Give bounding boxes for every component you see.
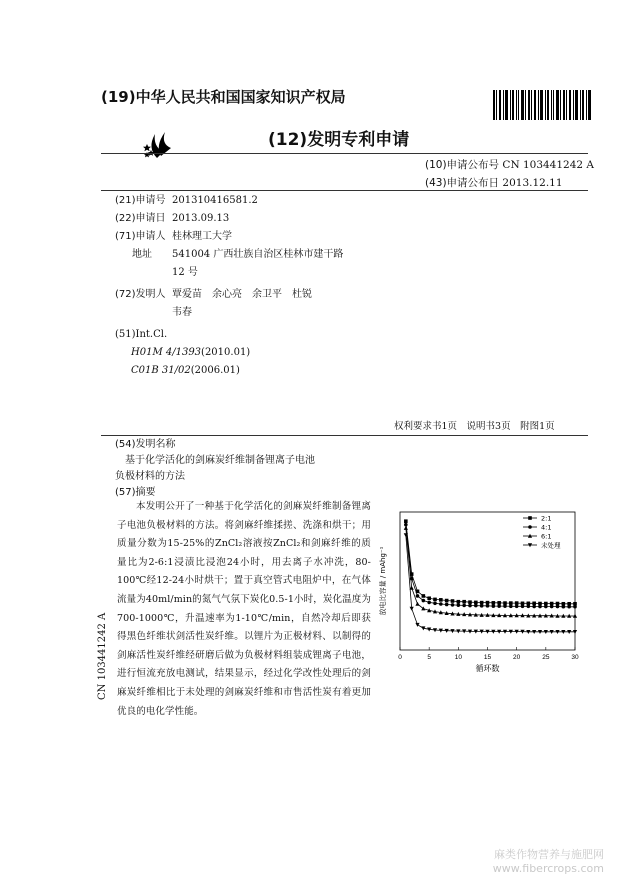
data-point-series-2	[509, 605, 513, 609]
inventors-line1: 覃爱苗 余心亮 余卫平 杜锐	[172, 289, 312, 300]
barcode	[493, 90, 591, 120]
data-point-series-1	[515, 601, 519, 605]
data-point-series-4	[410, 607, 414, 611]
data-point-series-2	[573, 605, 577, 609]
data-point-series-1	[433, 598, 437, 602]
data-point-series-1	[451, 599, 455, 603]
data-point-series-1	[486, 601, 490, 605]
x-tick-label: 25	[542, 654, 550, 661]
data-point-series-2	[527, 605, 531, 609]
title-line1: 基于化学活化的剑麻炭纤维制备锂离子电池	[125, 455, 315, 466]
inventors-label: (72)发明人	[115, 289, 166, 300]
data-point-series-3	[415, 602, 419, 606]
data-point-series-2	[427, 601, 431, 605]
data-point-series-2	[433, 602, 437, 606]
data-point-series-1	[492, 601, 496, 605]
publication-date-row	[425, 175, 563, 190]
title-line2: 负极材料的方法	[115, 471, 185, 482]
ipc-row-1	[115, 344, 343, 362]
abstract-text: 本发明公开了一种基于化学活化的剑麻炭纤维制备锂离子电池负极材料的方法。将剑麻纤维揉搓、洗涤和烘干；用质量分数为15-25%的ZnCl₂溶液按ZnCl₂和剑麻纤维的质量比为2-6:1浸渍比浸泡24小时，用去离子水冲洗，80-100℃经12-24小时烘干；置于真空管式电阻炉中，在气体流量为40ml/min的氮气气氛下炭化0.5-1小时，炭化温度为700-1000℃，升温速率为1-10℃/min，自然冷却后即获得黑色纤维状剑活性炭纤维。以锂片为正极材料、以制得的剑麻活性炭纤维经研磨后做为负极材料组装成锂离子电池，进行恒流充放电测试，结果显示，经过化学改性处理后的剑麻炭纤维相比于未处理的剑麻炭纤维和市售活性炭有着更加优良的电化学性能。	[117, 501, 371, 717]
app-date-row	[115, 210, 343, 228]
data-point-series-2	[492, 604, 496, 608]
address-label: 地址	[132, 249, 152, 260]
x-tick-label: 10	[454, 654, 462, 661]
data-point-series-2	[538, 605, 542, 609]
data-point-series-1	[457, 600, 461, 604]
divider	[101, 190, 588, 191]
data-point-series-1	[532, 602, 536, 606]
x-tick-label: 30	[571, 654, 579, 661]
x-tick-label: 15	[483, 654, 492, 661]
data-point-series-1	[480, 601, 484, 605]
data-point-series-4	[415, 623, 419, 627]
title-section	[115, 437, 315, 501]
inventors-line2: 韦春	[172, 307, 192, 318]
ipc2-code: C01B 31/02	[131, 365, 191, 376]
address-line1: 541004 广西壮族自治区桂林市建干路	[172, 249, 344, 260]
data-point-series-2	[462, 604, 466, 608]
address-row	[115, 246, 343, 264]
applicant: 桂林理工大学	[172, 231, 232, 242]
data-point-series-2	[451, 603, 455, 607]
data-point-series-1	[509, 601, 513, 605]
watermark-line1: 麻类作物营养与施肥网	[494, 848, 604, 861]
data-point-series-2	[480, 604, 484, 608]
app-no: 201310416581.2	[172, 195, 258, 206]
app-no-row	[115, 192, 343, 210]
watermark	[493, 848, 604, 876]
data-point-series-2	[521, 605, 525, 609]
legend-marker	[528, 516, 532, 520]
discharge-capacity-chart	[373, 500, 583, 675]
bibliographic-data	[115, 192, 343, 380]
title-label: (54)发明名称	[115, 439, 176, 450]
data-point-series-2	[422, 599, 426, 603]
data-point-series-2	[567, 605, 571, 609]
data-point-series-1	[439, 598, 443, 602]
x-axis-label: 循环数	[475, 664, 500, 673]
data-point-series-1	[462, 600, 466, 604]
data-point-series-2	[503, 604, 507, 608]
data-point-series-2	[457, 603, 461, 607]
pub-no: CN 103441242 A	[502, 159, 595, 171]
pub-no-label: (10)申请公布号	[425, 159, 500, 171]
legend-label: 未处理	[541, 541, 561, 550]
data-point-series-2	[544, 605, 548, 609]
side-publication-number: CN 103441242 A	[97, 612, 108, 700]
inventors-row	[115, 286, 343, 304]
series-line-4	[406, 532, 575, 632]
divider	[101, 435, 588, 436]
app-no-label: (21)申请号	[115, 195, 166, 206]
ipc1-code: H01M 4/1393	[131, 347, 202, 358]
publication-number-row	[425, 157, 594, 172]
abstract-body	[117, 498, 371, 721]
x-tick-label: 20	[513, 654, 521, 661]
x-tick-label: 0	[398, 654, 402, 661]
legend-label: 2:1	[541, 514, 552, 523]
data-point-series-1	[468, 600, 472, 604]
issuing-office: (19)中华人民共和国国家知识产权局	[101, 88, 346, 106]
ipc-row-2	[115, 362, 343, 380]
data-point-series-1	[404, 519, 408, 523]
document-type: (12)发明专利申请	[268, 130, 410, 150]
data-point-series-2	[515, 605, 519, 609]
data-point-series-1	[445, 599, 449, 603]
data-point-series-2	[416, 594, 420, 598]
data-point-series-2	[562, 605, 566, 609]
data-point-series-2	[497, 604, 501, 608]
applicant-row	[115, 228, 343, 246]
abstract-label: (57)摘要	[115, 487, 156, 498]
data-point-series-1	[422, 594, 426, 598]
address-line2: 12 号	[172, 267, 198, 278]
data-point-series-2	[532, 605, 536, 609]
data-point-series-1	[474, 601, 478, 605]
data-point-series-1	[497, 601, 501, 605]
data-point-series-2	[445, 603, 449, 607]
ipc2-version: (2006.01)	[190, 365, 240, 376]
data-point-series-3	[404, 526, 408, 530]
data-point-series-1	[427, 596, 431, 600]
data-point-series-2	[550, 605, 554, 609]
app-date: 2013.09.13	[172, 213, 230, 224]
watermark-line2: www.fibercrops.com	[492, 862, 604, 875]
legend-label: 6:1	[541, 532, 552, 541]
pub-date-label: (43)申请公布日	[425, 177, 500, 189]
applicant-label: (71)申请人	[115, 231, 166, 242]
data-point-series-2	[439, 602, 443, 606]
cnipa-logo-icon	[143, 128, 183, 160]
ipc-label: (51)Int.Cl.	[115, 329, 168, 340]
x-tick-label: 5	[427, 654, 431, 661]
data-point-series-2	[486, 604, 490, 608]
data-point-series-2	[556, 605, 560, 609]
y-axis-label: 放电比容量 / mAhg⁻¹	[379, 546, 387, 616]
data-point-series-2	[474, 604, 478, 608]
page-counts: 权利要求书1页 说明书3页 附图1页	[394, 421, 555, 432]
ipc1-version: (2010.01)	[201, 347, 251, 358]
pub-date: 2013.12.11	[502, 177, 563, 189]
app-date-label: (22)申请日	[115, 213, 166, 224]
legend-marker	[528, 525, 532, 529]
data-point-series-2	[468, 604, 472, 608]
divider	[101, 153, 588, 154]
legend-label: 4:1	[541, 523, 552, 532]
